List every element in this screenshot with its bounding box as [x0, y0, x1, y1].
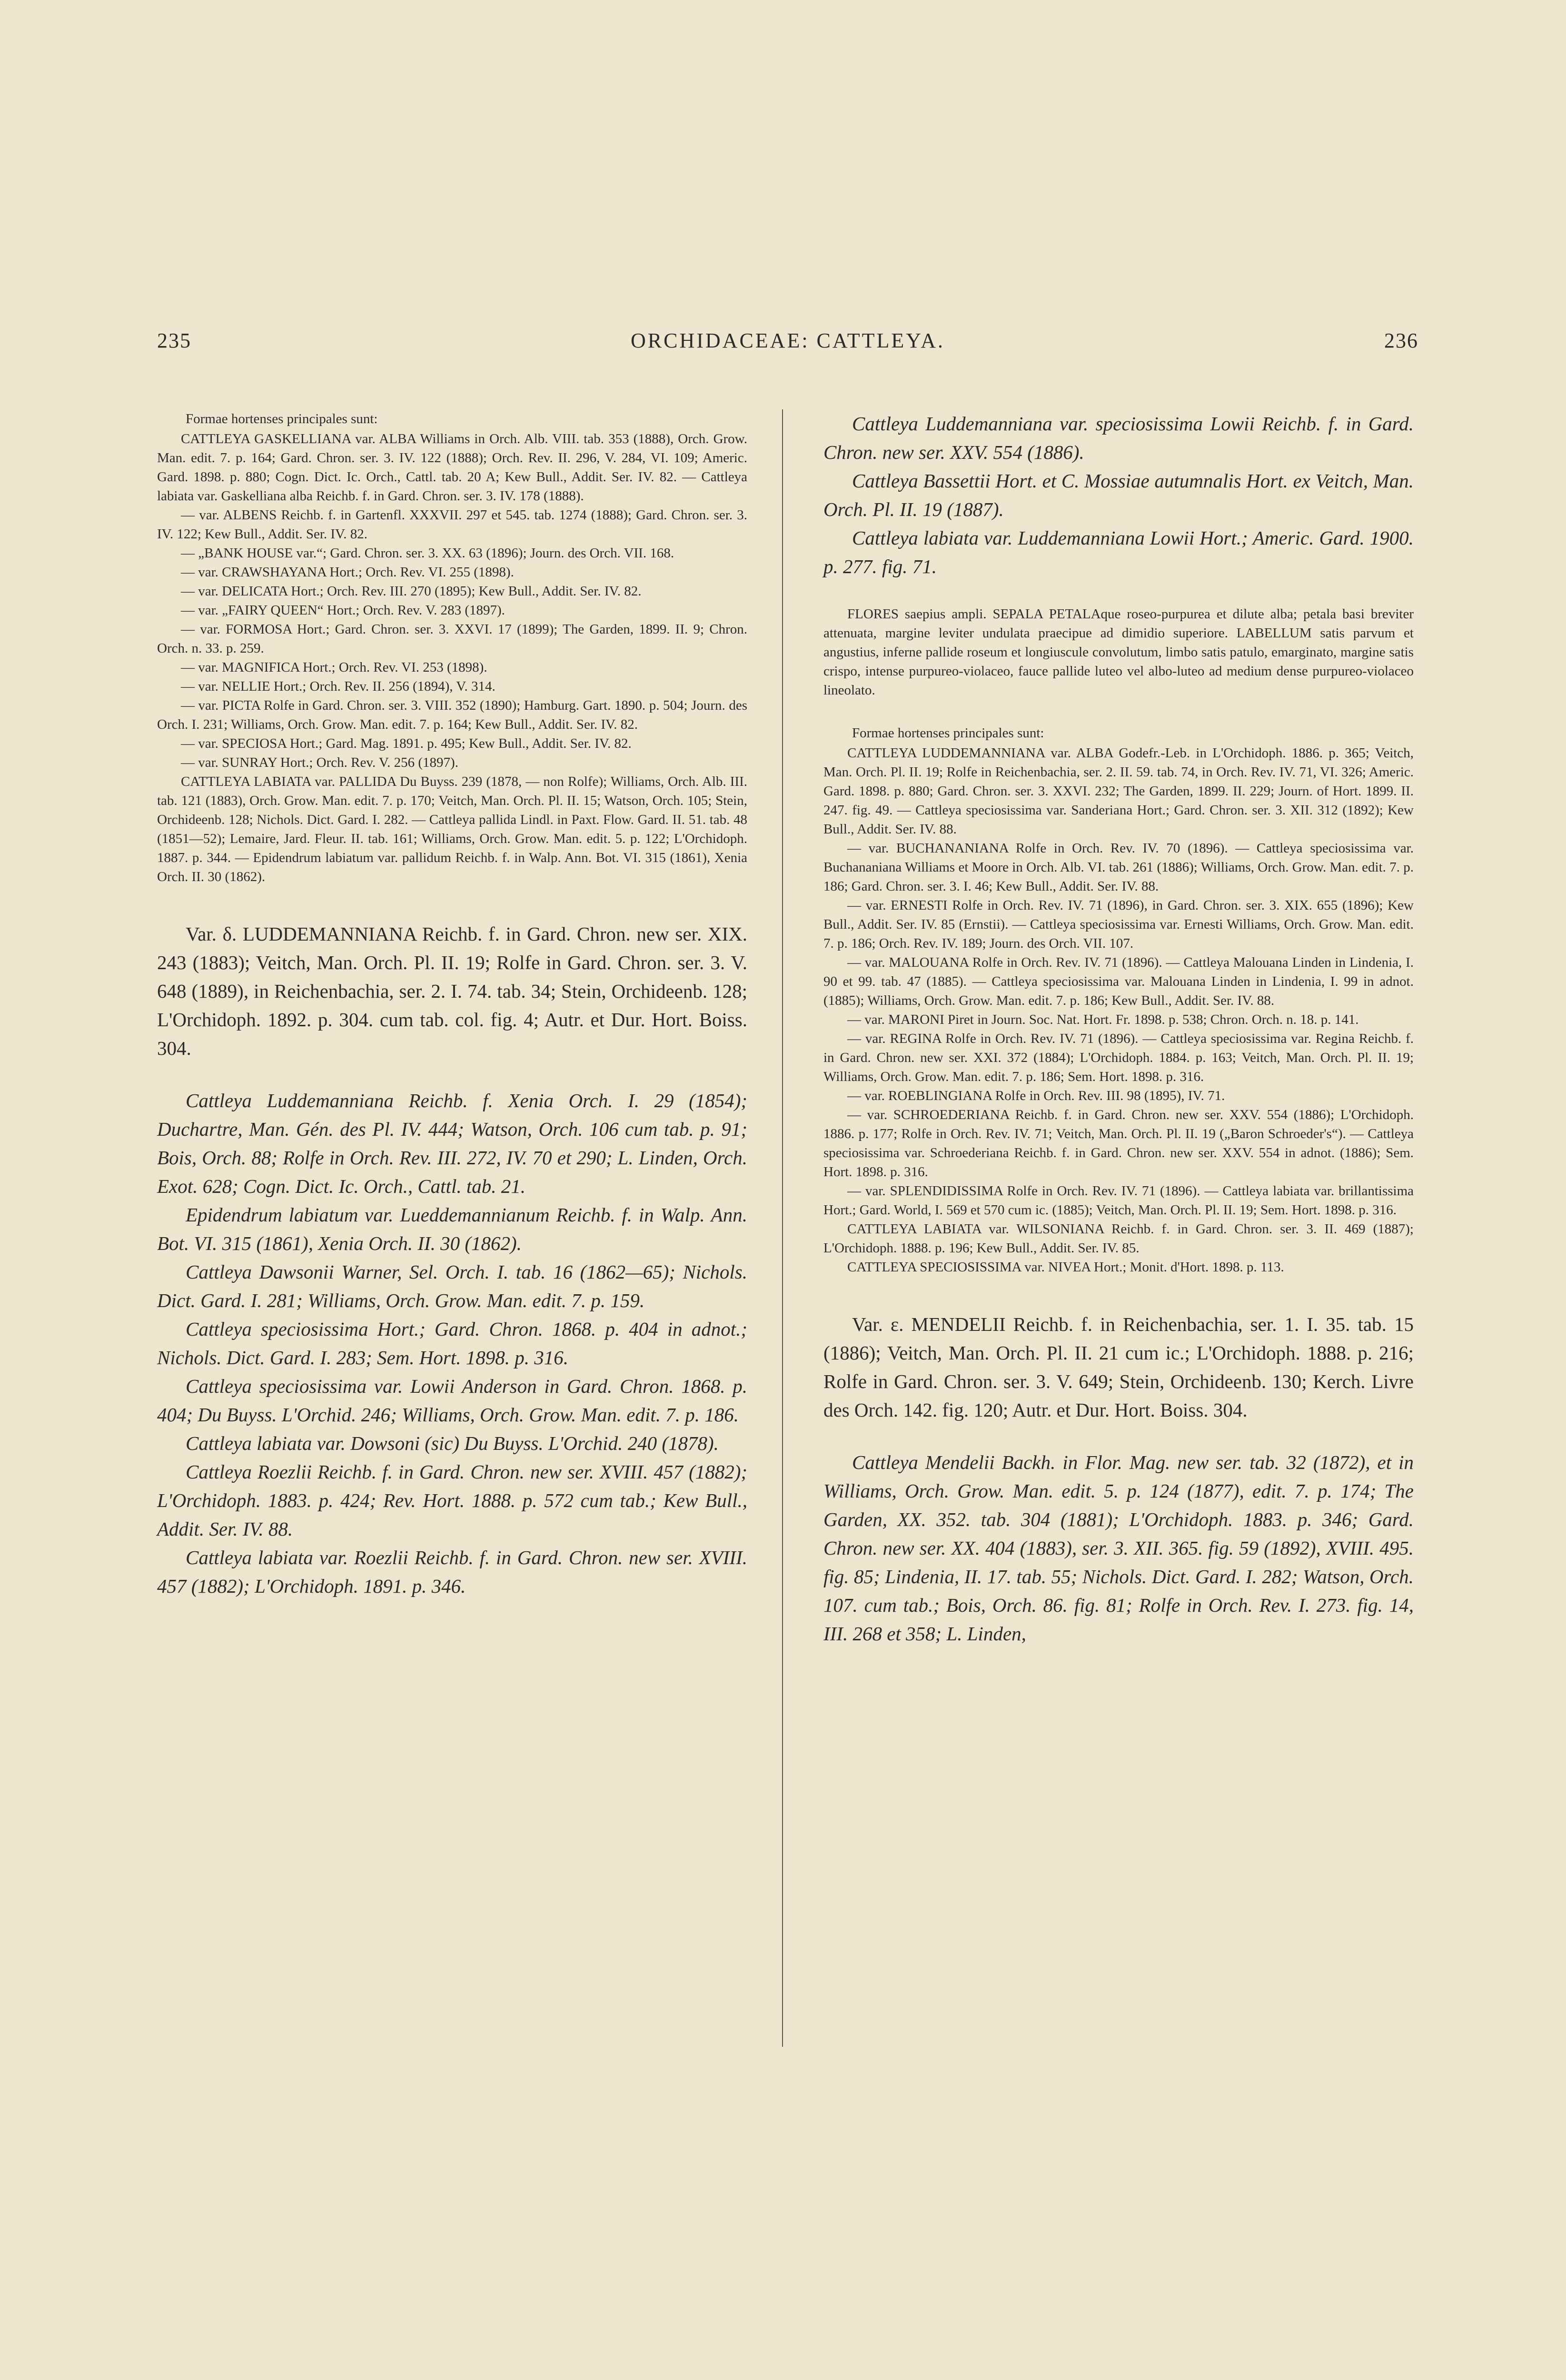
forma-entry: — var. MARONI Piret in Journ. Soc. Nat. Hort. Fr. 1898. p. 538; Chron. Orch. n. 18. p. 141. [847, 1012, 1359, 1027]
forma-entry: CATTLEYA SPECIOSISSIMA var. NIVEA Hort.; Monit. d'Hort. 1898. p. 113. [847, 1259, 1284, 1275]
synonym-entry: Cattleya Roezlii Reichb. f. in Gard. Chron. new ser. XVIII. 457 (1882); L'Orchidoph. 1883. p. 424; Rev. Hort. 1888. p. 572 cum tab.; Kew Bull., Addit. Ser. IV. 88. [157, 1461, 747, 1540]
left-variety-block [157, 920, 747, 1600]
right-column [823, 409, 1414, 1648]
formae-heading: Formae hortenses principales sunt: [186, 411, 378, 426]
forma-entry: — var. DELICATA Hort.; Orch. Rev. III. 270 (1895); Kew Bull., Addit. Ser. IV. 82. [181, 584, 642, 599]
page-number-right: 236 [1384, 329, 1418, 352]
forma-entry: — var. SPECIOSA Hort.; Gard. Mag. 1891. p. 495; Kew Bull., Addit. Ser. IV. 82. [181, 736, 632, 751]
synonym-entry: Cattleya Dawsonii Warner, Sel. Orch. I. tab. 16 (1862—65); Nichols. Dict. Gard. I. 281; Williams, Orch. Grow. Man. edit. 7. p. 159. [157, 1261, 747, 1311]
running-header [157, 328, 1418, 367]
forma-entry: CATTLEYA LABIATA var. PALLIDA Du Buyss. 239 (1878, — non Rolfe); Williams, Orch. Alb. III. tab. 121 (1883), Orch. Grow. Man. edit. 7. p. 170; Veitch, Man. Orch. Pl. II. 15; Watson, Orch. 105; Stein, Orchideenb. 128; Nichols. Dict. Gard. I. 282. — Cattleya pallida Lindl. in Paxt. Flow. Gard. II. 51. tab. 48 (1851—52); Lemaire, Jard. Fleur. II. tab. 161; Williams, Orch. Grow. Man. edit. 5. p. 122; L'Orchidoph. 1887. p. 344. — Epidendrum labiatum var. pallidum Reichb. f. in Walp. Ann. Bot. VI. 315 (1861), Xenia Orch. II. 30 (1862). [157, 774, 747, 884]
right-description-block [823, 605, 1414, 700]
forma-entry: — var. BUCHANANIANA Rolfe in Orch. Rev. IV. 70 (1896). — Cattleya speciosissima var. Buchananiana Williams et Moore in Orch. Alb. VI. tab. 261 (1886); Williams, Orch. Grow. Man. edit. 7. p. 186; Gard. Chron. ser. 3. I. 46; Kew Bull., Addit. Ser. IV. 88. [823, 841, 1414, 894]
synonym-entry: Cattleya Luddemanniana Reichb. f. Xenia Orch. I. 29 (1854); Duchartre, Man. Gén. des Pl. IV. 444; Watson, Orch. 106 cum tab. p. 91; Bois, Orch. 88; Rolfe in Orch. Rev. III. 272, IV. 70 et 290; L. Linden, Orch. Exot. 628; Cogn. Dict. Ic. Orch., Cattl. tab. 21. [157, 1090, 747, 1197]
synonym-entry: Cattleya Bassettii Hort. et C. Mossiae autumnalis Hort. ex Veitch, Man. Orch. Pl. II. 19 (1887). [823, 470, 1414, 520]
forma-entry: — „BANK HOUSE var.“; Gard. Chron. ser. 3. XX. 63 (1896); Journ. des Orch. VII. 168. [181, 545, 674, 561]
forma-entry: — var. PICTA Rolfe in Gard. Chron. ser. 3. VIII. 352 (1890); Hamburg. Gart. 1890. p. 504; Journ. des Orch. I. 231; Williams, Orch. Grow. Man. edit. 7. p. 164; Kew Bull., Addit. Ser. IV. 82. [157, 698, 747, 732]
right-variety-block [823, 1310, 1414, 1648]
flower-description: FLORES saepius ampli. SEPALA PETALAque roseo-purpurea et dilute alba; petala basi breviter attenuata, margine leviter undulata praecipue ad dimidio superiore. LABELLUM satis parvum et angustius, inferne pallide roseum et longiuscule convolutum, limbo satis patulo, emarginato, margine satis crispo, intense purpureo-violaceo, fauce pallide luteo vel albo-luteo ad medium dense purpureo-violaceo lineolato. [823, 606, 1414, 698]
forma-entry: — var. SUNRAY Hort.; Orch. Rev. V. 256 (1897). [181, 755, 458, 770]
synonym-entry: Cattleya speciosissima var. Lowii Anderson in Gard. Chron. 1868. p. 404; Du Buyss. L'Orchid. 246; Williams, Orch. Grow. Man. edit. 7. p. 186. [157, 1375, 747, 1426]
forma-entry: CATTLEYA LABIATA var. WILSONIANA Reichb. f. in Gard. Chron. ser. 3. II. 469 (1887); L'Orchidoph. 1888. p. 196; Kew Bull., Addit. Ser. IV. 85. [823, 1221, 1414, 1256]
forma-entry: — var. MAGNIFICA Hort.; Orch. Rev. VI. 253 (1898). [181, 660, 487, 675]
synonym-entry: Cattleya labiata var. Dowsoni (sic) Du Buyss. L'Orchid. 240 (1878). [186, 1432, 719, 1454]
synonym-entry: Cattleya speciosissima Hort.; Gard. Chron. 1868. p. 404 in adnot.; Nichols. Dict. Gard. I. 283; Sem. Hort. 1898. p. 316. [157, 1318, 747, 1368]
synonym-entry: Cattleya labiata var. Roezlii Reichb. f. in Gard. Chron. new ser. XVIII. 457 (1882); L'Orchidoph. 1891. p. 346. [157, 1547, 747, 1597]
left-formae-block [157, 409, 747, 886]
forma-entry: — var. MALOUANA Rolfe in Orch. Rev. IV. 71 (1896). — Cattleya Malouana Linden in Lindenia, I. 90 et 99. tab. 47 (1885). — Cattleya speciosissima var. Malouana Linden in Lindenia, I. 99 in adnot. (1885); Williams, Orch. Grow. Man. edit. 7. p. 186; Kew Bull., Addit. Ser. IV. 88. [823, 955, 1414, 1008]
forma-entry: — var. „FAIRY QUEEN“ Hort.; Orch. Rev. V. 283 (1897). [181, 603, 505, 618]
forma-entry: — var. FORMOSA Hort.; Gard. Chron. ser. 3. XXVI. 17 (1899); The Garden, 1899. II. 9; Chron. Orch. n. 33. p. 259. [157, 622, 747, 656]
synonym-entry: Cattleya labiata var. Luddemanniana Lowii Hort.; Americ. Gard. 1900. p. 277. fig. 71. [823, 527, 1414, 577]
column-divider [782, 409, 783, 2047]
forma-entry: — var. ALBENS Reichb. f. in Gartenfl. XXXVII. 297 et 545. tab. 1274 (1888); Gard. Chron. ser. 3. IV. 122; Kew Bull., Addit. Ser. IV. 82. [157, 507, 747, 542]
left-column [157, 409, 747, 1600]
forma-entry: CATTLEYA GASKELLIANA var. ALBA Williams in Orch. Alb. VIII. tab. 353 (1888), Orch. Grow. Man. edit. 7. p. 164; Gard. Chron. ser. 3. IV. 122 (1888); Orch. Rev. II. 296, V. 284, VI. 109; Americ. Gard. 1898. p. 880; Cogn. Dict. Ic. Orch., Cattl. tab. 20 A; Kew Bull., Addit. Ser. IV. 82. — Cattleya labiata var. Gaskelliana alba Reichb. f. in Gard. Chron. ser. 3. IV. 178 (1888). [157, 431, 747, 504]
formae-heading: Formae hortenses principales sunt: [852, 725, 1044, 741]
forma-entry: CATTLEYA LUDDEMANNIANA var. ALBA Godefr.-Leb. in L'Orchidoph. 1886. p. 365; Veitch, Man. Orch. Pl. II. 19; Rolfe in Reichenbachia, ser. 2. II. 59. tab. 74, in Orch. Rev. IV. 71, VI. 326; Americ. Gard. 1898. p. 880; Gard. Chron. ser. 3. XXVI. 232; The Garden, 1899. II. 229; Journ. of Hort. 1899. II. 247. fig. 49. — Cattleya speciosissima var. Sanderiana Hort.; Gard. Chron. ser. 3. XII. 312 (1892); Kew Bull., Addit. Ser. IV. 88. [823, 745, 1414, 837]
forma-entry: — var. CRAWSHAYANA Hort.; Orch. Rev. VI. 255 (1898). [181, 565, 514, 580]
synonym-entry: Epidendrum labiatum var. Lueddemannianum Reichb. f. in Walp. Ann. Bot. VI. 315 (1861), Xenia Orch. II. 30 (1862). [157, 1204, 747, 1254]
synonym-entry: Cattleya Luddemanniana var. speciosissima Lowii Reichb. f. in Gard. Chron. new ser. XXV. 554 (1886). [823, 413, 1414, 463]
variety-heading-epsilon: Var. ε. MENDELII Reichb. f. in Reichenbachia, ser. 1. I. 35. tab. 15 (1886); Veitch, Man. Orch. Pl. II. 21 cum ic.; L'Orchidoph. 1888. p. 216; Rolfe in Gard. Chron. ser. 3. V. 649; Stein, Orchideenb. 130; Kerch. Livre des Orch. 142. fig. 120; Autr. et Dur. Hort. Boiss. 304. [823, 1313, 1414, 1421]
variety-heading-delta: Var. δ. LUDDEMANNIANA Reichb. f. in Gard. Chron. new ser. XIX. 243 (1883); Veitch, Man. Orch. Pl. II. 19; Rolfe in Gard. Chron. ser. 3. V. 648 (1889), in Reichenbachia, ser. 2. I. 74. tab. 34; Stein, Orchideenb. 128; L'Orchidoph. 1892. p. 304. cum tab. col. fig. 4; Autr. et Dur. Hort. Boiss. 304. [157, 923, 747, 1059]
right-formae-block [823, 724, 1414, 1277]
forma-entry: — var. SPLENDIDISSIMA Rolfe in Orch. Rev. IV. 71 (1896). — Cattleya labiata var. brillantissima Hort.; Gard. World, I. 569 et 570 cum ic. (1885); Veitch, Man. Orch. Pl. II. 19; Sem. Hort. 1898. p. 316. [823, 1183, 1414, 1218]
forma-entry: — var. SCHROEDERIANA Reichb. f. in Gard. Chron. new ser. XXV. 554 (1886); L'Orchidoph. 1886. p. 177; Rolfe in Orch. Rev. IV. 71; Veitch, Man. Orch. Pl. II. 19 („Baron Schroeder's“). — Cattleya speciosissima var. Schroederiana Reichb. f. in Gard. Chron. new ser. XXV. 554 in adnot. (1886); Sem. Hort. 1898. p. 316. [823, 1107, 1414, 1180]
running-title: ORCHIDACEAE: CATTLEYA. [631, 329, 945, 352]
forma-entry: — var. REGINA Rolfe in Orch. Rev. IV. 71 (1896). — Cattleya speciosissima var. Regina Reichb. f. in Gard. Chron. new ser. XXI. 372 (1884); L'Orchidoph. 1884. p. 163; Veitch, Man. Orch. Pl. II. 19; Williams, Orch. Grow. Man. edit. 7. p. 186; Sem. Hort. 1898. p. 316. [823, 1031, 1414, 1084]
right-synonym-block [823, 409, 1414, 581]
forma-entry: — var. NELLIE Hort.; Orch. Rev. II. 256 (1894), V. 314. [181, 679, 496, 694]
page-number-left: 235 [157, 329, 191, 352]
synonym-entry: Cattleya Mendelii Backh. in Flor. Mag. new ser. tab. 32 (1872), et in Williams, Orch. Grow. Man. edit. 5. p. 124 (1877), edit. 7. p. 174; The Garden, XX. 352. tab. 304 (1881); L'Orchidoph. 1883. p. 346; Gard. Chron. new ser. XX. 404 (1883), ser. 3. XII. 365. fig. 59 (1892), XVIII. 495. fig. 85; Lindenia, II. 17. tab. 55; Nichols. Dict. Gard. I. 282; Watson, Orch. 107. cum tab.; Bois, Orch. 86. fig. 81; Rolfe in Orch. Rev. I. 273. fig. 14, III. 268 et 358; L. Linden, [823, 1451, 1414, 1645]
forma-entry: — var. ROEBLINGIANA Rolfe in Orch. Rev. III. 98 (1895), IV. 71. [847, 1088, 1225, 1103]
forma-entry: — var. ERNESTI Rolfe in Orch. Rev. IV. 71 (1896), in Gard. Chron. ser. 3. XIX. 655 (1896); Kew Bull., Addit. Ser. IV. 85 (Ernstii). — Cattleya speciosissima var. Ernesti Williams, Orch. Grow. Man. edit. 7. p. 186; Orch. Rev. IV. 189; Journ. des Orch. VII. 107. [823, 898, 1414, 951]
